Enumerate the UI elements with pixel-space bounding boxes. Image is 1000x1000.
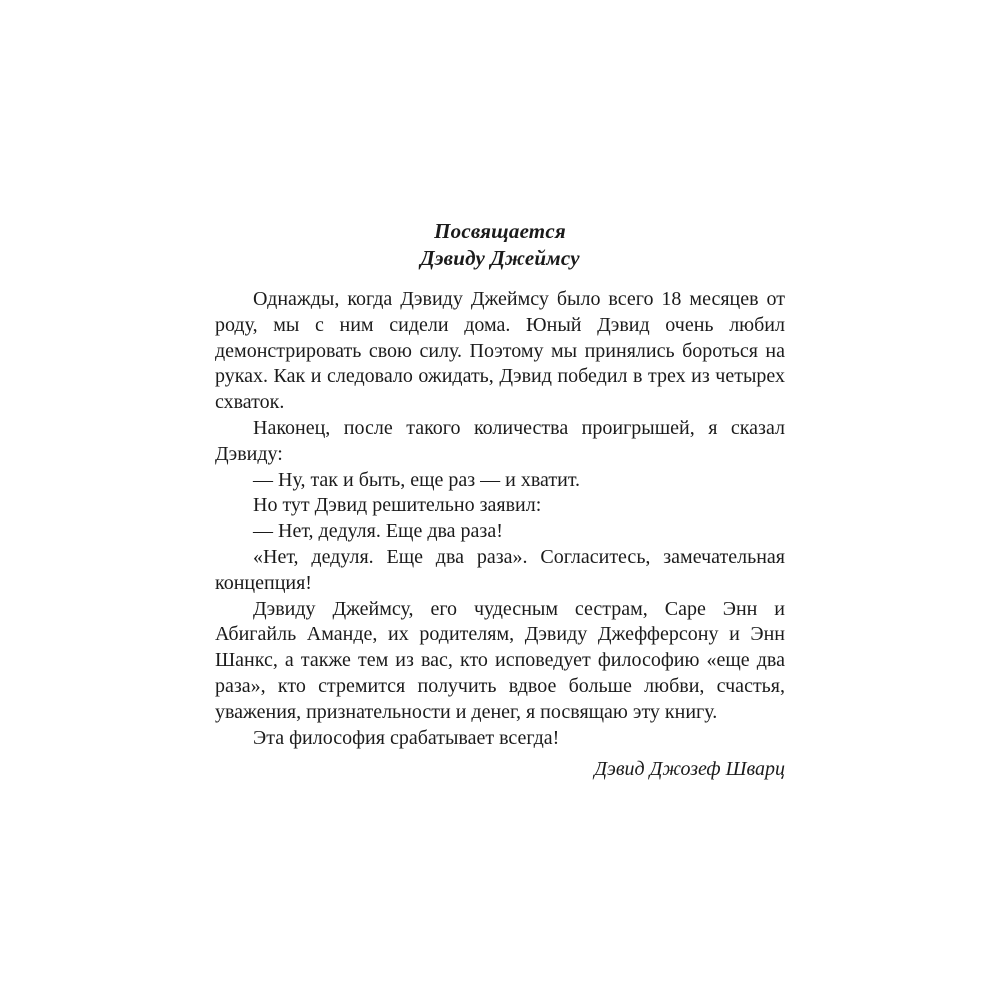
paragraph: Эта философия срабатывает всегда! [253,726,560,749]
dedication-body [215,287,785,782]
dedication-content [215,218,785,782]
paragraph: Дэвиду Джеймсу, его чудесным сестрам, Саре Энн и Абигайль Аманде, их родителям, Дэвиду Джефферсону и Энн Шанкс, а также тем из вас, кто исповедует философию «еще два раза», кто стремится получить вдвое больше любви, счастья, уважения, признательности и денег, я посвящаю эту книгу. [215,597,785,723]
paragraph: «Нет, дедуля. Еще два раза». Согласитесь, замечательная концепция! [215,545,785,594]
paragraph-dialogue: — Ну, так и быть, еще раз — и хватит. [253,468,581,491]
paragraph-dialogue: — Нет, дедуля. Еще два раза! [253,520,503,543]
signature: Дэвид Джозеф Шварц [594,758,785,781]
paragraph: Но тут Дэвид решительно заявил: [253,494,542,517]
heading-line-2: Дэвиду Джеймсу [420,246,580,270]
paragraph: Наконец, после такого количества проигрышей, я сказал Дэвиду: [215,416,785,465]
dedication-heading [215,218,785,272]
heading-line-1: Посвящается [434,219,566,243]
paragraph: Однажды, когда Дэвиду Джеймсу было всего 18 месяцев от роду, мы с ним сидели дома. Юный Дэвид очень любил демонстрировать свою силу. Поэтому мы принялись бороться на руках. Как и следовало ожидать, Дэвид победил в трех из четырех схваток. [215,288,785,414]
